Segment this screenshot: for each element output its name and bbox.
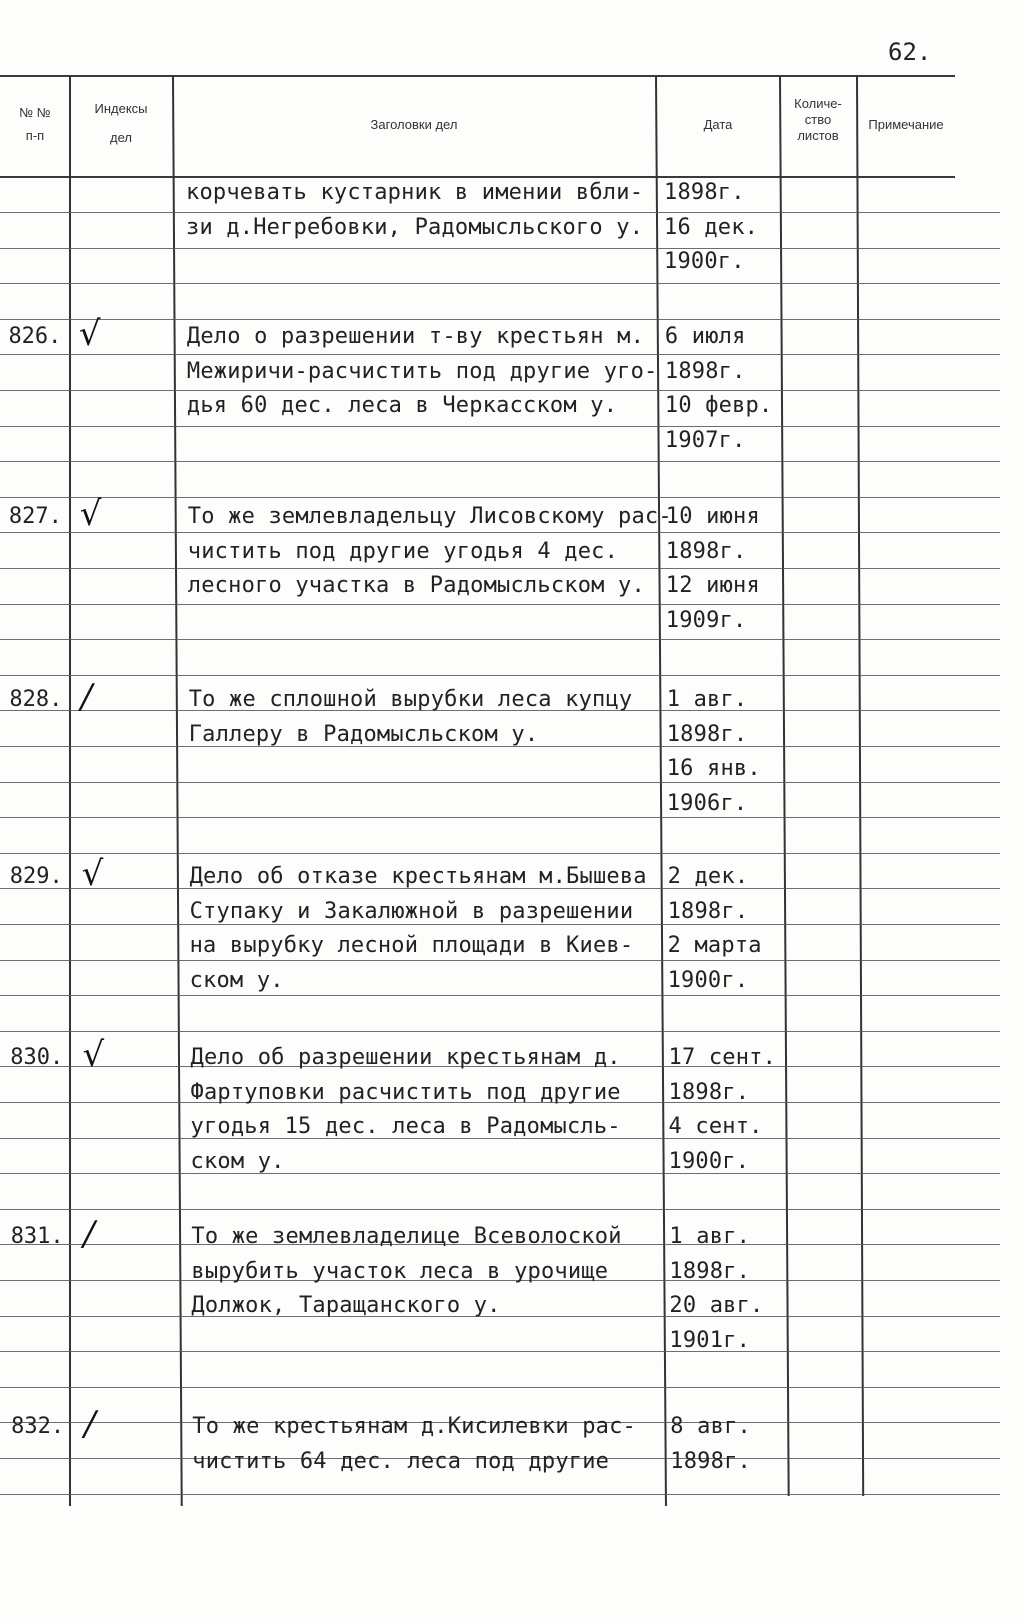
case-title-line: Дело о разрешении т-ву крестьян м. xyxy=(186,324,645,349)
ruled-line xyxy=(0,604,1000,605)
case-date-line: 1898г. xyxy=(667,898,749,924)
case-date-line: 12 июня xyxy=(665,573,760,598)
ruled-line xyxy=(0,1387,1000,1388)
ruled-line xyxy=(0,319,1000,320)
case-date-line: 2 марта xyxy=(667,933,762,958)
case-number: 827. xyxy=(8,504,62,529)
case-date-line: 4 сент. xyxy=(668,1114,763,1139)
check-mark: / xyxy=(83,1214,95,1254)
case-date-line: 1909г. xyxy=(665,607,747,633)
case-date-line: 1900г. xyxy=(668,1148,750,1174)
check-mark: √ xyxy=(82,1035,105,1075)
header-date: Дата xyxy=(703,117,733,132)
case-date-line: 1898г. xyxy=(670,1448,751,1474)
case-number: 830. xyxy=(10,1045,64,1070)
case-title-line: То же крестьянам д.Кисилевки рас- xyxy=(192,1414,636,1439)
case-date-line: 8 авг. xyxy=(670,1414,751,1439)
ruled-line xyxy=(0,426,1000,427)
case-date-line: 1898г. xyxy=(666,721,748,747)
header-number-label: № № xyxy=(19,105,51,120)
column-divider xyxy=(69,76,71,1506)
case-title-line: Дело об разрешении крестьянам д. xyxy=(190,1045,621,1070)
case-title-line: чистить под другие угодья 4 дес. xyxy=(187,538,619,564)
case-title-line: лесного участка в Радомысльском у. xyxy=(187,573,645,598)
ruled-line xyxy=(0,675,1000,676)
ruled-line xyxy=(0,1173,1000,1174)
ruled-line xyxy=(0,1031,1000,1032)
case-title-line: чистить 64 дес. леса под другие xyxy=(192,1448,610,1474)
header-titles: Заголовки дел xyxy=(370,117,458,132)
case-title-line: угодья 15 дес. леса в Радомысль- xyxy=(190,1114,621,1139)
case-date-line: 1900г. xyxy=(664,249,745,274)
table-top-border xyxy=(0,75,955,77)
case-title-line: То же сплошной вырубки леса купцу xyxy=(188,687,633,712)
case-title-line: Должок, Таращанского у. xyxy=(191,1293,501,1318)
ruled-line xyxy=(0,390,1000,391)
ruled-line xyxy=(0,924,1000,925)
case-date-line: 6 июля xyxy=(664,324,746,349)
case-date-line: 1898г. xyxy=(664,358,746,384)
header-note: Примечание xyxy=(868,117,944,132)
ruled-line xyxy=(0,1351,1000,1352)
ruled-line xyxy=(0,532,1000,533)
case-title-line: Фартуповки расчистить под другие xyxy=(190,1079,621,1105)
case-title-line: ском у. xyxy=(189,967,284,993)
case-number: 832. xyxy=(11,1414,65,1439)
ruled-line xyxy=(0,639,1000,640)
case-title-line: Галлеру в Радомысльском у. xyxy=(188,721,539,747)
header-bottom-border xyxy=(0,176,955,178)
column-divider xyxy=(856,76,864,1496)
header-count-line: Количе- xyxy=(794,96,842,111)
case-title-line: Дело об отказе крестьянам м.Бышева xyxy=(189,864,647,889)
column-divider xyxy=(172,76,183,1506)
header-count xyxy=(781,96,855,144)
case-title-line: То же землевладелице Всеволоской xyxy=(191,1224,622,1249)
case-date-line: 2 дек. xyxy=(667,864,749,889)
ruled-line xyxy=(0,817,1000,818)
ruled-line xyxy=(0,248,1000,249)
case-title-line: на вырубку лесной площади в Киев- xyxy=(189,933,634,958)
case-date-line: 1907г. xyxy=(664,427,746,453)
ruled-line xyxy=(0,853,1000,854)
case-date-line: 10 июня xyxy=(665,504,760,529)
case-date-line: 1898г. xyxy=(665,538,747,564)
case-title-line: То же землевладельцу Лисовскому рас- xyxy=(187,504,672,529)
case-title-line: дья 60 дес. леса в Черкасском у. xyxy=(186,393,618,418)
case-title-line: Межиричи-расчистить под другие уго- xyxy=(186,358,658,384)
header-index-label: Индексы xyxy=(94,101,148,116)
header-number xyxy=(4,104,66,144)
case-title-line: вырубить участок леса в урочище xyxy=(191,1258,609,1284)
ruled-line xyxy=(0,960,1000,961)
case-date-line: 1898г. xyxy=(664,180,745,205)
case-title-line: корчевать кустарник в имении вбли- xyxy=(186,180,644,205)
column-divider xyxy=(655,76,667,1506)
case-date-line: 1901г. xyxy=(669,1327,751,1353)
ruled-line xyxy=(0,568,1000,569)
case-date-line: 1898г. xyxy=(669,1258,751,1284)
ruled-line xyxy=(0,212,1000,213)
ruled-line xyxy=(0,497,1000,498)
case-date-line: 16 янв. xyxy=(666,756,761,781)
ruled-line xyxy=(0,995,1000,996)
case-title-line: зи д.Негребовки, Радомысльского у. xyxy=(186,214,644,240)
header-count-line: ство xyxy=(804,112,832,127)
case-number: 826. xyxy=(8,324,62,349)
case-date-line: 1 авг. xyxy=(669,1224,751,1249)
case-date-line: 17 сент. xyxy=(668,1045,777,1070)
ruled-line xyxy=(0,782,1000,783)
ruled-line xyxy=(0,1209,1000,1210)
ruled-line xyxy=(0,461,1000,462)
ruled-line xyxy=(0,354,1000,355)
case-date-line: 20 авг. xyxy=(669,1293,764,1318)
case-number: 828. xyxy=(9,687,63,712)
case-date-line: 10 февр. xyxy=(664,393,773,418)
case-date-line: 1 авг. xyxy=(666,687,748,712)
header-index xyxy=(72,100,170,146)
ruled-line xyxy=(0,283,1000,284)
check-mark: √ xyxy=(78,314,101,354)
check-mark: / xyxy=(80,677,93,717)
case-title-line: Ступаку и Закалюжной в разрешении xyxy=(189,898,634,924)
column-divider xyxy=(779,76,790,1496)
case-date-line: 1906г. xyxy=(666,790,748,816)
case-date-line: 16 дек. xyxy=(664,214,759,240)
header-count-line: листов xyxy=(797,128,839,143)
check-mark: / xyxy=(84,1404,96,1444)
check-mark: √ xyxy=(79,494,102,534)
ruled-line xyxy=(0,1494,1000,1495)
case-number: 829. xyxy=(9,864,63,889)
case-date-line: 1898г. xyxy=(668,1079,750,1105)
check-mark: √ xyxy=(81,854,104,894)
case-number: 831. xyxy=(10,1224,64,1249)
header-number-sub: п-п xyxy=(25,128,45,143)
page-number: 62. xyxy=(888,38,932,66)
case-date-line: 1900г. xyxy=(667,967,749,993)
case-title-line: ском у. xyxy=(190,1148,285,1174)
header-index-sub: дел xyxy=(110,130,132,145)
